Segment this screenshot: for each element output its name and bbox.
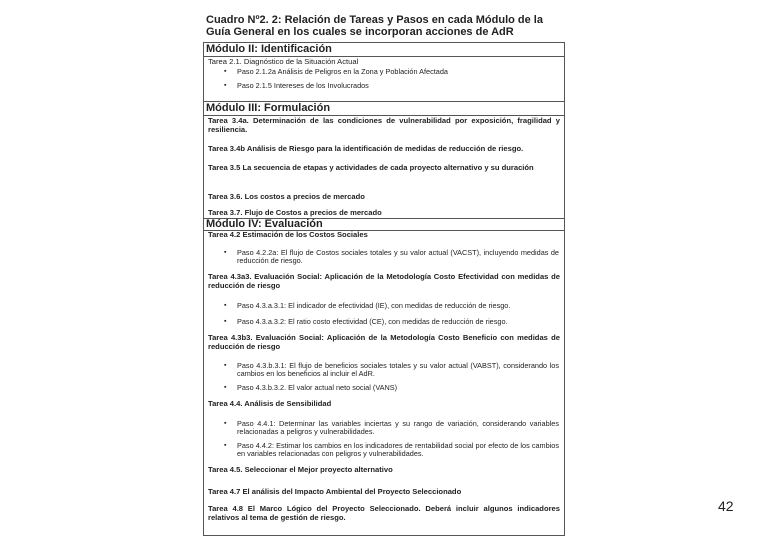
bullet-icon: ▪ <box>224 302 227 309</box>
step-2-1-5: Paso 2.1.5 Intereses de los Involucrados <box>237 81 369 90</box>
bullet-icon: ▪ <box>224 249 227 256</box>
task-4-3b3: Tarea 4.3b3. Evaluación Social: Aplicación de la Metodología Costo Beneficio con medidas de reducción de riesgo <box>208 333 560 351</box>
step-4-3-b-3-2: Paso 4.3.b.3.2. El valor actual neto social (VANS) <box>237 383 398 392</box>
task-4-5: Tarea 4.5. Seleccionar el Mejor proyecto alternativo <box>208 465 393 474</box>
task-2-1: Tarea 2.1. Diagnóstico de la Situación Actual <box>208 57 359 66</box>
step-4-3-a-3-1: Paso 4.3.a.3.1: El indicador de efectividad (IE), con medidas de reducción de riesgo. <box>237 301 511 310</box>
module-ii-heading: Módulo II: Identificación <box>206 43 332 55</box>
page-number: 42 <box>718 498 734 514</box>
document-title: Cuadro Nº2. 2: Relación de Tareas y Pasos en cada Módulo de la Guía General en los cuales se incorporan acciones de AdR <box>206 14 543 38</box>
step-4-2-2a: Paso 4.2.2a: El flujo de Costos sociales totales y su valor actual (VACST), incluyendo medidas de reducción de riesgo. <box>237 248 559 266</box>
bullet-icon: ▪ <box>224 68 227 75</box>
step-4-3-a-3-2: Paso 4.3.a.3.2: El ratio costo efectividad (CE), con medidas de reducción de riesgo. <box>237 317 508 326</box>
task-3-4b: Tarea 3.4b Análisis de Riesgo para la identificación de medidas de reducción de riesgo. <box>208 144 524 153</box>
bullet-icon: ▪ <box>224 318 227 325</box>
task-3-5: Tarea 3.5 La secuencia de etapas y actividades de cada proyecto alternativo y su duración <box>208 163 534 172</box>
step-4-4-2: Paso 4.4.2: Estimar los cambios en los indicadores de rentabilidad social por efecto de los cambios en variables relacionadas con peligros y vulnerabilidades. <box>237 441 559 459</box>
task-4-3a3: Tarea 4.3a3. Evaluación Social: Aplicación de la Metodología Costo Efectividad con medidas de reducción de riesgo <box>208 272 560 290</box>
step-4-3-b-3-1: Paso 4.3.b.3.1: El flujo de beneficios sociales totales y su valor actual (VABST), considerando los cambios en los beneficios al incluir el AdR. <box>237 361 559 379</box>
task-3-4a: Tarea 3.4a. Determinación de las condiciones de vulnerabilidad por exposición, fragilidad y resiliencia. <box>208 116 560 134</box>
task-3-6: Tarea 3.6. Los costos a precios de mercado <box>208 192 365 201</box>
bullet-icon: ▪ <box>224 384 227 391</box>
module-iv-heading: Módulo IV: Evaluación <box>206 218 323 230</box>
bullet-icon: ▪ <box>224 362 227 369</box>
step-2-1-2a: Paso 2.1.2a Análisis de Peligros en la Zona y Población Afectada <box>237 67 448 76</box>
task-4-8: Tarea 4.8 El Marco Lógico del Proyecto Seleccionado. Deberá incluir algunos indicadores relativos al tema de gestión de riesgo. <box>208 504 560 522</box>
bullet-icon: ▪ <box>224 420 227 427</box>
task-4-4: Tarea 4.4. Análisis de Sensibilidad <box>208 399 332 408</box>
bullet-icon: ▪ <box>224 442 227 449</box>
bullet-icon: ▪ <box>224 82 227 89</box>
task-4-7: Tarea 4.7 El análisis del Impacto Ambiental del Proyecto Seleccionado <box>208 487 462 496</box>
task-4-2: Tarea 4.2 Estimación de los Costos Sociales <box>208 230 368 239</box>
module-iii-heading: Módulo III: Formulación <box>206 102 331 114</box>
task-3-7: Tarea 3.7. Flujo de Costos a precios de mercado <box>208 208 382 217</box>
step-4-4-1: Paso 4.4.1: Determinar las variables inciertas y su rango de variación, considerando variables relacionadas a peligros y vulnerabilidades. <box>237 419 559 437</box>
